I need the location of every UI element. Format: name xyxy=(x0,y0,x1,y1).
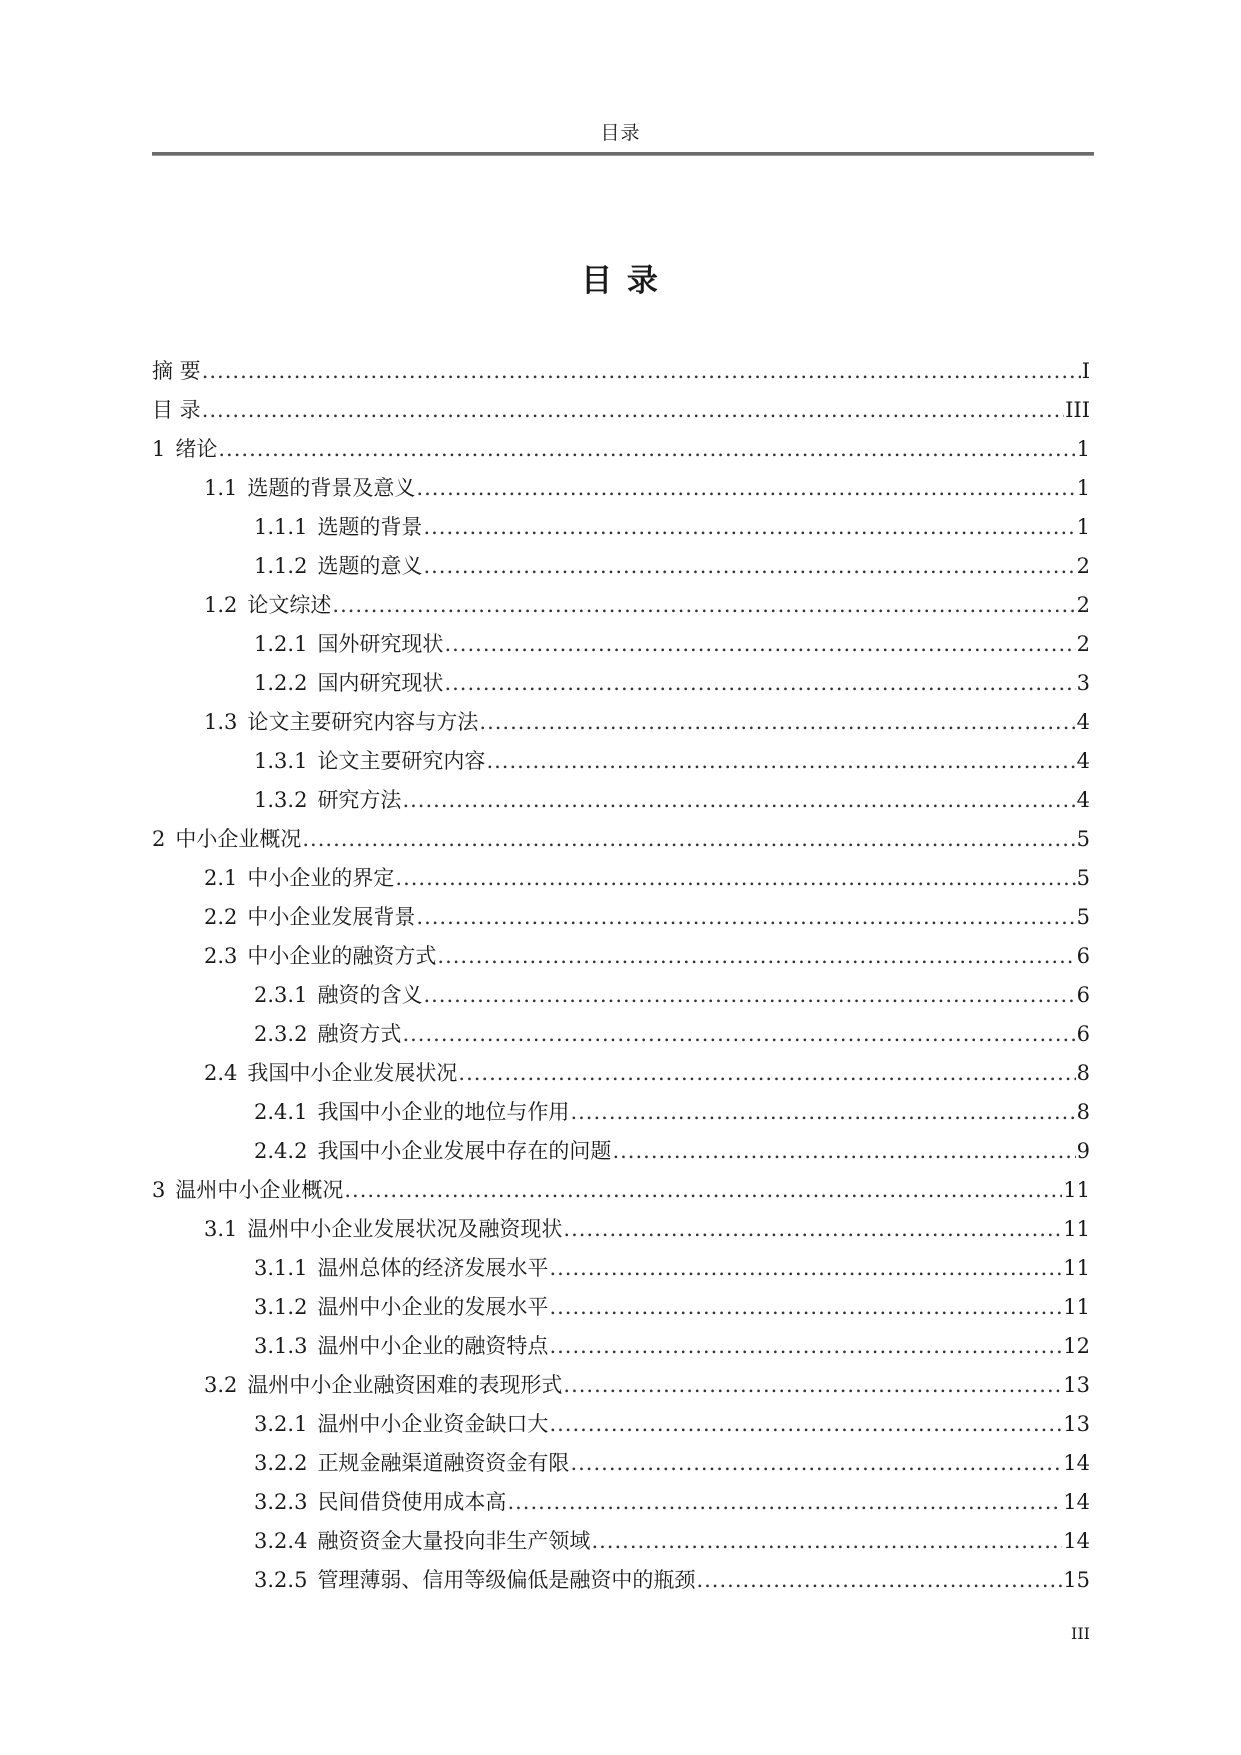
toc-entry[interactable] xyxy=(152,1210,1090,1249)
toc-entry-number: 1.2.2 xyxy=(254,671,308,695)
toc-entry[interactable] xyxy=(152,430,1090,469)
toc-entry-number: 2.3 xyxy=(204,944,238,968)
toc-dot-leader xyxy=(479,703,1075,742)
toc-entry-title: 摘 要 xyxy=(152,359,201,383)
toc-entry-title: 国外研究现状 xyxy=(317,632,444,656)
toc-entry-number: 2.4.2 xyxy=(254,1139,308,1163)
toc-entry-page: I xyxy=(1081,359,1090,383)
toc-entry[interactable] xyxy=(152,898,1090,937)
toc-entry-number: 2.3.2 xyxy=(254,1022,308,1046)
page-title: 目 录 xyxy=(581,263,660,299)
toc-entry[interactable] xyxy=(152,937,1090,976)
toc-dot-leader xyxy=(549,1249,1062,1288)
toc-dot-leader xyxy=(437,937,1075,976)
toc-dot-leader xyxy=(549,1405,1062,1444)
toc-entry-title: 绪论 xyxy=(175,437,218,461)
toc-entry-number: 2.3.1 xyxy=(254,983,308,1007)
toc-entry[interactable] xyxy=(152,1522,1090,1561)
toc-entry-page: 8 xyxy=(1076,1061,1090,1085)
toc-entry-page: 2 xyxy=(1076,554,1090,578)
toc-dot-leader xyxy=(444,625,1075,664)
toc-entry-number: 1 xyxy=(152,437,166,461)
toc-entry-page: 4 xyxy=(1076,749,1090,773)
toc-entry-number: 1.1.1 xyxy=(254,515,308,539)
toc-entry-title: 温州中小企业的融资特点 xyxy=(317,1334,549,1358)
toc-entry-title: 管理薄弱、信用等级偏低是融资中的瓶颈 xyxy=(317,1568,696,1592)
toc-entry[interactable] xyxy=(152,1171,1090,1210)
toc-entry-number: 3.1.1 xyxy=(254,1256,308,1280)
toc-entry-page: 4 xyxy=(1076,710,1090,734)
toc-dot-leader xyxy=(302,820,1075,859)
toc-entry-number: 1.2 xyxy=(204,593,238,617)
toc-entry[interactable] xyxy=(152,1288,1090,1327)
toc-dot-leader xyxy=(344,1171,1062,1210)
toc-entry-page: 14 xyxy=(1063,1451,1090,1475)
toc-entry[interactable] xyxy=(152,1405,1090,1444)
toc-entry-title: 选题的背景 xyxy=(317,515,423,539)
toc-entry[interactable] xyxy=(152,1093,1090,1132)
toc-entry-number: 1.1 xyxy=(204,476,238,500)
toc-entry-number: 3.2.3 xyxy=(254,1490,308,1514)
toc-entry[interactable] xyxy=(152,1054,1090,1093)
toc-entry-number: 2.2 xyxy=(204,905,238,929)
toc-entry-page: 8 xyxy=(1076,1100,1090,1124)
toc-entry-number: 2.4.1 xyxy=(254,1100,308,1124)
toc-dot-leader xyxy=(696,1561,1062,1600)
toc-entry-page: 6 xyxy=(1076,1022,1090,1046)
toc-dot-leader xyxy=(423,547,1075,586)
toc-entry[interactable] xyxy=(152,391,1090,430)
toc-entry-page: 13 xyxy=(1063,1412,1090,1436)
toc-entry-page: 12 xyxy=(1063,1334,1090,1358)
toc-entry-title: 我国中小企业发展状况 xyxy=(247,1061,458,1085)
header-rule xyxy=(152,152,1094,156)
toc-entry[interactable] xyxy=(152,742,1090,781)
toc-entry-title: 融资的含义 xyxy=(317,983,423,1007)
toc-entry-title: 融资资金大量投向非生产领域 xyxy=(317,1529,591,1553)
toc-entry[interactable] xyxy=(152,1444,1090,1483)
toc-entry-title: 民间借贷使用成本高 xyxy=(317,1490,507,1514)
toc-entry-page: 5 xyxy=(1076,827,1090,851)
toc-dot-leader xyxy=(563,1210,1062,1249)
toc-entry-page: 2 xyxy=(1076,632,1090,656)
toc-entry-title: 我国中小企业的地位与作用 xyxy=(317,1100,570,1124)
toc-entry-page: 15 xyxy=(1063,1568,1090,1592)
toc-dot-leader xyxy=(563,1366,1062,1405)
toc-entry-number: 1.3.2 xyxy=(254,788,308,812)
toc-entry[interactable] xyxy=(152,859,1090,898)
toc-entry-page: 6 xyxy=(1076,983,1090,1007)
toc-dot-leader xyxy=(416,469,1075,508)
toc-entry-title: 中小企业发展背景 xyxy=(247,905,416,929)
toc-entry[interactable] xyxy=(152,820,1090,859)
toc-entry-number: 1.2.1 xyxy=(254,632,308,656)
toc-dot-leader xyxy=(458,1054,1075,1093)
toc-entry[interactable] xyxy=(152,625,1090,664)
toc-entry-page: 11 xyxy=(1063,1217,1090,1241)
toc-entry-number: 2.1 xyxy=(204,866,238,890)
toc-entry[interactable] xyxy=(152,781,1090,820)
toc-entry-page: 11 xyxy=(1063,1295,1090,1319)
toc-entry[interactable] xyxy=(152,547,1090,586)
toc-dot-leader xyxy=(423,508,1075,547)
toc-entry[interactable] xyxy=(152,1132,1090,1171)
toc-dot-leader xyxy=(218,430,1075,469)
toc-dot-leader xyxy=(549,1288,1062,1327)
toc-dot-leader xyxy=(332,586,1075,625)
toc-dot-leader xyxy=(395,859,1075,898)
running-header: 目录 xyxy=(600,122,641,144)
toc-entry[interactable] xyxy=(152,703,1090,742)
toc-entry-page: 11 xyxy=(1063,1256,1090,1280)
toc-entry-page: 1 xyxy=(1076,515,1090,539)
toc-entry-title: 温州总体的经济发展水平 xyxy=(317,1256,549,1280)
toc-entry-title: 国内研究现状 xyxy=(317,671,444,695)
toc-entry-page: 5 xyxy=(1076,866,1090,890)
toc-entry-number: 2.4 xyxy=(204,1061,238,1085)
toc-entry-page: 1 xyxy=(1076,476,1090,500)
toc-entry-number: 3.2.2 xyxy=(254,1451,308,1475)
toc-dot-leader xyxy=(444,664,1075,703)
toc-entry-page: 2 xyxy=(1076,593,1090,617)
toc-entry-number: 3.1 xyxy=(204,1217,238,1241)
toc-entry-number: 3.2 xyxy=(204,1373,238,1397)
toc-entry[interactable] xyxy=(152,508,1090,547)
toc-entry-title: 研究方法 xyxy=(317,788,402,812)
toc-entry-page: 6 xyxy=(1076,944,1090,968)
toc-entry-title: 目 录 xyxy=(152,398,201,422)
toc-entry-page: 4 xyxy=(1076,788,1090,812)
toc-entry-title: 温州中小企业资金缺口大 xyxy=(317,1412,549,1436)
toc-entry-title: 论文主要研究内容与方法 xyxy=(247,710,479,734)
toc-entry[interactable] xyxy=(152,1249,1090,1288)
toc-dot-leader xyxy=(202,352,1081,391)
toc-entry-page: 1 xyxy=(1076,437,1090,461)
toc-dot-leader xyxy=(507,1483,1062,1522)
toc-entry[interactable] xyxy=(152,352,1090,391)
toc-dot-leader xyxy=(570,1444,1062,1483)
toc-entry-number: 3.2.5 xyxy=(254,1568,308,1592)
toc-entry-number: 1.3 xyxy=(204,710,238,734)
toc-dot-leader xyxy=(402,1015,1075,1054)
toc-dot-leader xyxy=(202,391,1064,430)
toc-entry-page: 14 xyxy=(1063,1529,1090,1553)
toc-dot-leader xyxy=(591,1522,1062,1561)
toc-entry-title: 选题的意义 xyxy=(317,554,423,578)
toc-dot-leader xyxy=(570,1093,1075,1132)
toc-dot-leader xyxy=(423,976,1075,1015)
toc-dot-leader xyxy=(549,1327,1062,1366)
toc-entry[interactable] xyxy=(152,469,1090,508)
page-number: III xyxy=(1071,1624,1090,1643)
toc-entry[interactable] xyxy=(152,1561,1090,1600)
toc-entry[interactable] xyxy=(152,976,1090,1015)
toc-entry[interactable] xyxy=(152,586,1090,625)
toc-entry-number: 3 xyxy=(152,1178,166,1202)
toc-entry-title: 温州中小企业的发展水平 xyxy=(317,1295,549,1319)
toc-entry-page: 3 xyxy=(1076,671,1090,695)
toc-dot-leader xyxy=(416,898,1075,937)
toc-entry[interactable] xyxy=(152,1366,1090,1405)
toc-entry-title: 中小企业的融资方式 xyxy=(247,944,437,968)
toc-entry-title: 论文主要研究内容 xyxy=(317,749,486,773)
toc-entry-page: 11 xyxy=(1063,1178,1090,1202)
toc-dot-leader xyxy=(402,781,1075,820)
toc-entry-title: 论文综述 xyxy=(247,593,332,617)
toc-dot-leader xyxy=(486,742,1075,781)
table-of-contents xyxy=(152,352,1090,1600)
toc-entry-page: 9 xyxy=(1076,1139,1090,1163)
toc-entry-page: 14 xyxy=(1063,1490,1090,1514)
toc-entry-number: 1.1.2 xyxy=(254,554,308,578)
toc-entry-number: 3.1.3 xyxy=(254,1334,308,1358)
toc-entry[interactable] xyxy=(152,664,1090,703)
toc-entry-title: 温州中小企业融资困难的表现形式 xyxy=(247,1373,563,1397)
toc-entry[interactable] xyxy=(152,1015,1090,1054)
toc-entry-title: 融资方式 xyxy=(317,1022,402,1046)
toc-entry-title: 温州中小企业发展状况及融资现状 xyxy=(247,1217,563,1241)
toc-entry-title: 中小企业概况 xyxy=(175,827,302,851)
toc-entry-title: 选题的背景及意义 xyxy=(247,476,416,500)
toc-entry-number: 3.1.2 xyxy=(254,1295,308,1319)
toc-entry-page: 13 xyxy=(1063,1373,1090,1397)
toc-entry-number: 2 xyxy=(152,827,166,851)
toc-entry-number: 3.2.4 xyxy=(254,1529,308,1553)
toc-entry-title: 中小企业的界定 xyxy=(247,866,395,890)
toc-entry-title: 正规金融渠道融资资金有限 xyxy=(317,1451,570,1475)
toc-entry[interactable] xyxy=(152,1483,1090,1522)
toc-dot-leader xyxy=(612,1132,1075,1171)
toc-entry-title: 温州中小企业概况 xyxy=(175,1178,344,1202)
toc-entry[interactable] xyxy=(152,1327,1090,1366)
toc-entry-page: III xyxy=(1065,398,1090,422)
toc-entry-number: 1.3.1 xyxy=(254,749,308,773)
toc-entry-number: 3.2.1 xyxy=(254,1412,308,1436)
toc-entry-title: 我国中小企业发展中存在的问题 xyxy=(317,1139,612,1163)
toc-entry-page: 5 xyxy=(1076,905,1090,929)
